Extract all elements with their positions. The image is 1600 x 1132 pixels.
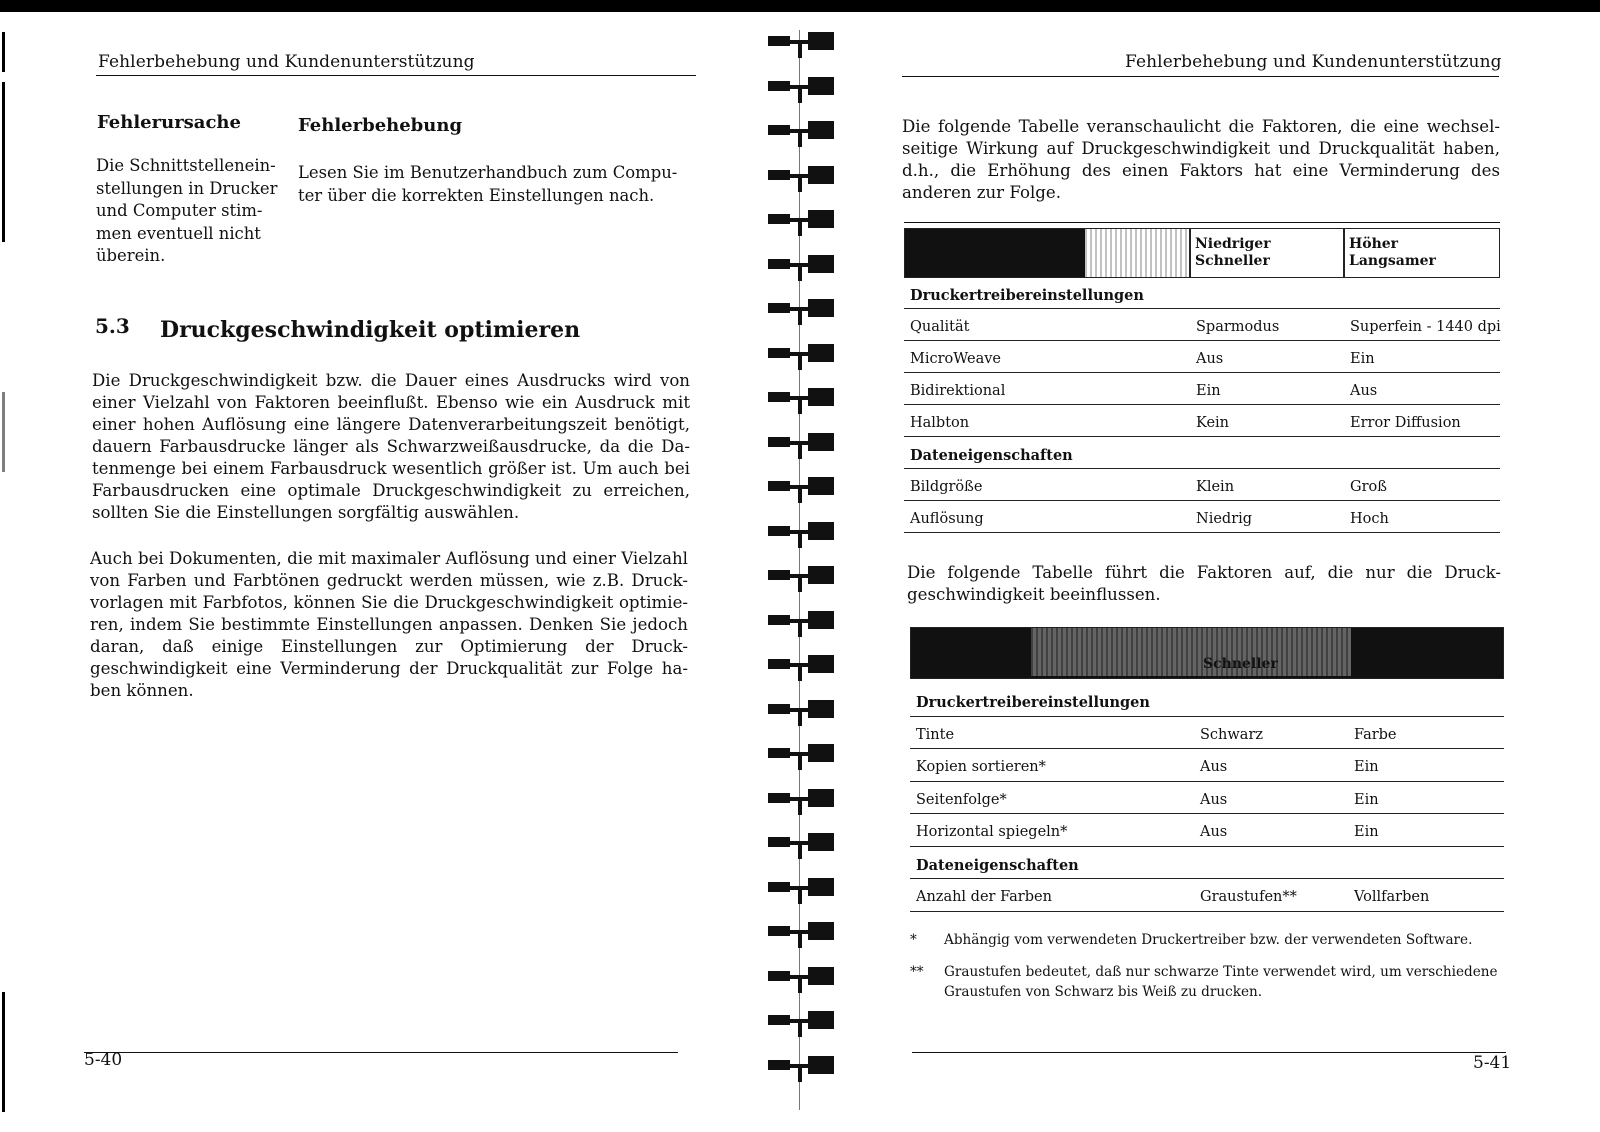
table-cell: Ein [1350, 351, 1375, 367]
table-row [904, 502, 1500, 533]
text-line: und Computer stim- [96, 201, 263, 220]
table-header [910, 627, 1504, 679]
text-line: ter über die korrekten Einstellungen nach. [298, 185, 655, 205]
table-row [904, 310, 1500, 341]
table-cell: Horizontal spiegeln* [916, 824, 1068, 840]
text-line: ben können. [90, 681, 194, 700]
table-cell: Aus [1200, 824, 1228, 840]
text-line: tenmenge bei einem Farbausdruck wesentlich größer ist. Um auch bei [92, 459, 690, 478]
table-row [904, 470, 1500, 501]
intro-paragraph [902, 116, 1500, 204]
text-line: anderen zur Folge. [902, 183, 1061, 202]
table-cell: Qualität [910, 319, 970, 335]
table-cell: Groß [1350, 479, 1387, 495]
table-cell: Sparmodus [1196, 319, 1280, 335]
spiral-coil [768, 297, 836, 323]
spiral-coil [768, 342, 836, 368]
spiral-coil [768, 653, 836, 679]
table-group-row [904, 278, 1500, 309]
text-line: Auch bei Dokumenten, die mit maximaler Auflösung und einer Vielzahl [90, 549, 688, 568]
spiral-coil [768, 520, 836, 546]
spiral-coil [768, 1009, 836, 1035]
table-group-row [904, 438, 1500, 469]
text-line: Die Druckgeschwindigkeit bzw. die Dauer eines Ausdrucks wird von [92, 371, 690, 390]
table-cell: Tinte [916, 726, 955, 743]
spiral-coil [768, 475, 836, 501]
footnote-text: Abhängig vom verwendeten Druckertreiber bzw. der verwendeten Software. [944, 932, 1473, 948]
table-cell: Ein [1354, 824, 1379, 840]
footer-rule [912, 1052, 1506, 1053]
text-line: ren, indem Sie bestimmte Einstellungen anpassen. Denken Sie jedoch [90, 615, 688, 634]
table-group-row [910, 848, 1504, 880]
header-divider [1189, 229, 1191, 277]
header-dark-block [905, 229, 1085, 277]
text-line: Die folgende Tabelle veranschaulicht die Faktoren, die eine wechsel- [902, 117, 1500, 136]
table-cell: Aus [1350, 383, 1378, 399]
header-cell: Schneller [1203, 656, 1278, 672]
table-cell: Ein [1196, 383, 1221, 399]
table-cell: Bidirektional [910, 383, 1006, 399]
text-line: von Farben und Farbtönen gedruckt werden müssen, wie z.B. Druck- [90, 571, 688, 590]
table-cell: Hoch [1350, 511, 1389, 527]
header-shading [1031, 628, 1351, 676]
section-title: Druckgeschwindigkeit optimieren [160, 317, 581, 343]
spiral-coil [768, 164, 836, 190]
spiral-coil [768, 965, 836, 991]
text-line: Farbausdrucken eine optimale Druckgeschwindigkeit zu erreichen, [92, 481, 690, 500]
paragraph [92, 370, 690, 524]
table-cell: Klein [1196, 479, 1235, 495]
cause-text [96, 155, 296, 268]
table-cell: Farbe [1354, 726, 1397, 743]
text-line: stellungen in Drucker [96, 178, 278, 198]
scan-top-edge [0, 0, 1600, 12]
spiral-coil [768, 75, 836, 101]
spiral-coil [768, 119, 836, 145]
table-cell: Error Diffusion [1350, 415, 1461, 431]
table-cell: Niedrig [1196, 511, 1253, 527]
text-line: vorlagen mit Farbfotos, können Sie die Druckgeschwindigkeit optimie- [90, 593, 688, 612]
table-cell: Dateneigenschaften [916, 856, 1079, 874]
text-line: dauern Farbausdrucke länger als Schwarzweißausdrucke, da die Da- [92, 437, 690, 456]
table-row [910, 750, 1504, 782]
footnote-text: Graustufen bedeutet, daß nur schwarze Tinte verwendet wird, um verschiedene [944, 964, 1498, 980]
table-cell: Aus [1200, 759, 1228, 775]
text-line: überein. [96, 246, 166, 265]
table-cell: Bildgröße [910, 479, 983, 495]
table-cell: Dateneigenschaften [910, 447, 1073, 464]
spiral-coil [768, 30, 836, 56]
page-number: 5-40 [84, 1050, 123, 1070]
spiral-coil [768, 208, 836, 234]
spiral-coil [768, 1054, 836, 1080]
spiral-binding [768, 30, 858, 1130]
text-line: Die Schnittstellenein- [96, 156, 276, 175]
header-shading [1085, 229, 1191, 277]
table-cell: Schwarz [1200, 726, 1264, 743]
section-number: 5.3 [95, 314, 130, 338]
text-line: men eventuell nicht [96, 223, 261, 243]
spiral-coil [768, 742, 836, 768]
table-cell: Ein [1354, 759, 1379, 775]
table-row [904, 342, 1500, 373]
spiral-coil [768, 920, 836, 946]
table-cell: Anzahl der Farben [916, 889, 1052, 905]
table-cell: Halbton [910, 415, 970, 431]
table-cell: Aus [1200, 791, 1228, 808]
right-page [860, 12, 1600, 1132]
table-cell: MicroWeave [910, 351, 1001, 367]
table-row [910, 815, 1504, 847]
text-line: einer Vielzahl von Faktoren beeinflußt. Ebenso wie ein Ausdruck mit [92, 393, 690, 412]
text-line: daran, daß einige Einstellungen zur Optimierung der Druck- [90, 637, 688, 656]
spiral-coil [768, 564, 836, 590]
footnote-text: Graustufen von Schwarz bis Weiß zu drucken. [944, 984, 1263, 1000]
footnote-mark: * [910, 932, 917, 948]
spiral-coil [768, 787, 836, 813]
header-rule [96, 75, 696, 76]
paragraph [907, 562, 1501, 606]
table-group-row [910, 685, 1504, 717]
table-cell: Druckertreibereinstellungen [916, 694, 1150, 711]
text-line: Die folgende Tabelle führt die Faktoren auf, die nur die Druck- [907, 563, 1501, 582]
text-line: einer hohen Auflösung eine längere Datenverarbeitungszeit benötigt, [92, 415, 690, 434]
spiral-coil [768, 831, 836, 857]
paragraph [90, 548, 688, 702]
table-cell: Aus [1196, 351, 1224, 367]
text-line: sollten Sie die Einstellungen sorgfältig auswählen. [92, 503, 520, 522]
table-cell: Vollfarben [1354, 889, 1430, 905]
spiral-coil [768, 431, 836, 457]
table-cell: Ein [1354, 791, 1379, 808]
table-cell: Graustufen** [1200, 889, 1297, 905]
table-cell: Auflösung [910, 511, 984, 527]
table-row [910, 783, 1504, 815]
column-heading-fix: Fehlerbehebung [298, 115, 463, 136]
page-number: 5-41 [1473, 1053, 1512, 1073]
text-line: geschwindigkeit eine Verminderung der Druckqualität zur Folge ha- [90, 659, 688, 678]
running-head: Fehlerbehebung und Kundenunterstützung [98, 52, 475, 72]
table-cell: Kopien sortieren* [916, 759, 1046, 775]
fix-text [298, 162, 698, 207]
text-line: d.h., die Erhöhung des einen Faktors hat eine Verminderung des [902, 161, 1500, 180]
spiral-coil [768, 698, 836, 724]
header-divider [1343, 229, 1345, 277]
table-cell: Superfein - 1440 dpi [1350, 319, 1501, 335]
column-heading-cause: Fehlerursache [97, 112, 241, 133]
spiral-coil [768, 253, 836, 279]
table-cell: Seitenfolge* [916, 791, 1007, 808]
text-line: geschwindigkeit beeinflussen. [907, 585, 1161, 604]
left-page [0, 12, 760, 1132]
header-cell: Höher Langsamer [1349, 236, 1436, 269]
header-cell: Niedriger Schneller [1195, 236, 1271, 269]
text-line: Lesen Sie im Benutzerhandbuch zum Compu- [298, 163, 678, 182]
footer-rule [84, 1052, 678, 1053]
table-row [910, 718, 1504, 750]
table-top-rule [904, 222, 1500, 223]
table-cell: Kein [1196, 415, 1230, 431]
header-rule [902, 76, 1499, 77]
running-head: Fehlerbehebung und Kundenunterstützung [1125, 52, 1502, 72]
header-cell: Langsamer [1357, 656, 1444, 672]
table-cell: Druckertreibereinstellungen [910, 287, 1144, 304]
table-row [910, 880, 1504, 912]
spiral-coil [768, 876, 836, 902]
table-row [904, 406, 1500, 437]
spiral-coil [768, 609, 836, 635]
text-line: seitige Wirkung auf Druckgeschwindigkeit und Druckqualität haben, [902, 139, 1500, 158]
spiral-coil [768, 386, 836, 412]
table-header [904, 228, 1500, 278]
table-row [904, 374, 1500, 405]
footnote-mark: ** [910, 964, 924, 980]
